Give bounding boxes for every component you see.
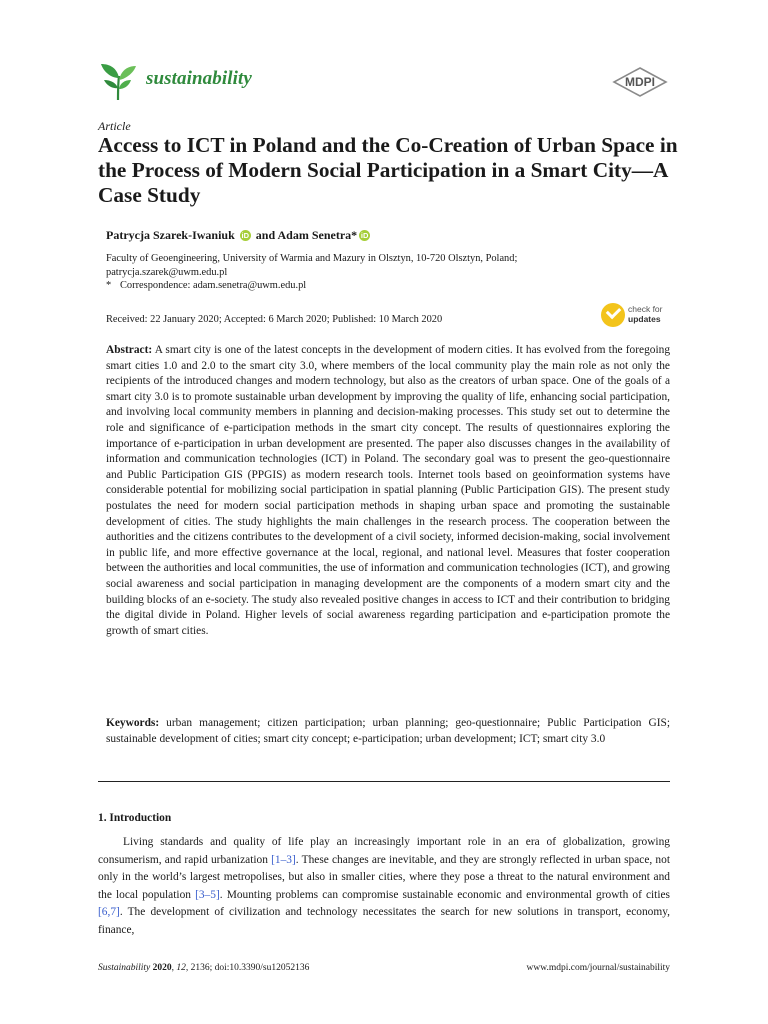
sustainability-leaf-logo-icon — [98, 58, 138, 102]
correspondence-star: * — [106, 280, 112, 291]
affiliations — [106, 252, 646, 293]
article-title: Access to ICT in Poland and the Co-Creation of Urban Space in the Process of Modern Social Participation in a Smart City—A Case Study — [98, 133, 678, 207]
check-for-updates-line1: check for — [628, 304, 663, 314]
intro-text: . Mounting problems can compromise sustainable economic and environmental growth of cities — [219, 888, 670, 901]
check-for-updates-icon — [601, 303, 625, 327]
author-name: Adam Senetra — [277, 228, 352, 242]
abstract-text: A smart city is one of the latest concepts in the development of modern cities. It has evolved from the foregoing smart cities 1.0 and 2.0 to the smart city 3.0, where members of the local community play the main role as not only the recipients of the introduced changes and modern technology, but also as the creators of urban space. One of the goals of a smart city 3.0 is to promote sustainable urban development by improving the quality of life, enhancing social participation, and involving local community members in planning and decision-making processes. This study set out to determine the role and significance of e-participation methods in the smart city concept. The results of questionnaires exploring the importance of e-participation in urban development are presented. The paper also discusses changes in the availability of information and communication technologies (ICT) in Poland. The secondary goal was to present the geo-questionnaire and Public Participation GIS (PPGIS) as modern research tools. Internet tools based on geoinformation systems have considerable potential for mobilizing social participation in spatial planning (Public Participation GIS). The present study postulates the need for modern social participation methods in shaping urban space and promoting the sustainable development of cities. The study highlights the main challenges in the research process. The cooperation between the authorities and the citizens contributes to the development of a civil society, informed decision-making, social involvement in public life, and more effective governance at the local, regional, and national level. Measures that foster cooperation between the authorities and local communities, the use of information and communication technologies (ICT), and growing social awareness and social participation in managing development are the components of a modern smart city and the building blocks of an e-society. The study also revealed positive changes in access to ICT and their contribution to bridging the digital divide in Poland. Higher levels of social awareness regarding participation and e-participation promote the growth of smart cities. — [106, 344, 671, 637]
check-for-updates-badge[interactable] — [601, 303, 671, 329]
footer-volume: 12 — [176, 963, 186, 973]
correspondence-line — [106, 279, 646, 293]
affiliation-email[interactable]: patrycja.szarek@uwm.edu.pl — [106, 266, 228, 278]
footer-year: 2020 — [152, 963, 172, 973]
abstract — [106, 343, 670, 639]
intro-text: . These changes are inevitable, and they are strongly reflected in urban space, not only in the world’s largest metropolises, but also in smaller cities, where they pose a threat to the natural environment and the local population — [98, 853, 670, 901]
mdpi-logo-icon — [610, 67, 670, 97]
citation-link[interactable]: [1–3] — [271, 853, 296, 866]
orcid-icon[interactable]: iD — [360, 231, 369, 240]
keywords-label: Keywords: — [106, 717, 160, 729]
footer-url[interactable]: www.mdpi.com/journal/sustainability — [526, 963, 670, 973]
affiliation-line: Faculty of Geoengineering, University of Warmia and Mazury in Olsztyn, 10-720 Olsztyn, Poland; — [106, 253, 518, 264]
footer-doi: , 2136; doi:10.3390/su12052136 — [185, 963, 310, 973]
corresponding-mark: * — [351, 228, 358, 242]
author-conjunction: and — [255, 228, 276, 242]
intro-text: Living standards and quality of life play an increasingly important role in an era of globalization, growing consumerism, and rapid urbanization — [98, 836, 670, 866]
journal-name: sustainability — [146, 68, 252, 89]
orcid-icon[interactable]: iD — [241, 231, 250, 240]
check-for-updates-line2: updates — [628, 314, 661, 324]
section-heading-introduction: 1. Introduction — [98, 812, 172, 824]
publication-dates: Received: 22 January 2020; Accepted: 6 March 2020; Published: 10 March 2020 — [106, 314, 443, 325]
intro-paragraph — [98, 834, 670, 940]
keywords — [106, 716, 670, 747]
mdpi-logo-text: MDPI — [625, 75, 655, 89]
correspondence-text: Correspondence: adam.senetra@uwm.edu.pl — [120, 280, 307, 291]
abstract-label: Abstract: — [106, 344, 153, 356]
keywords-text: urban management; citizen participation; urban planning; geo-questionnaire; Public Participation GIS; sustainable development of cities; smart city concept; e-participation; urban development; ICT; smart city 3.0 — [106, 717, 670, 745]
footer-journal: Sustainability — [98, 963, 151, 973]
citation-link[interactable]: [6,7] — [98, 906, 120, 919]
divider — [98, 781, 670, 782]
authors — [106, 228, 372, 243]
author-name: Patrycja Szarek-Iwaniuk — [106, 228, 235, 242]
article-type: Article — [98, 119, 131, 133]
intro-text: . The development of civilization and technology necessitates the search for new solutions in transport, economy, finance, — [98, 906, 670, 936]
citation-link[interactable]: [3–5] — [195, 888, 220, 901]
footer-citation: Sustainability 2020, 12, 2136; doi:10.3390/su12052136 — [98, 963, 310, 973]
